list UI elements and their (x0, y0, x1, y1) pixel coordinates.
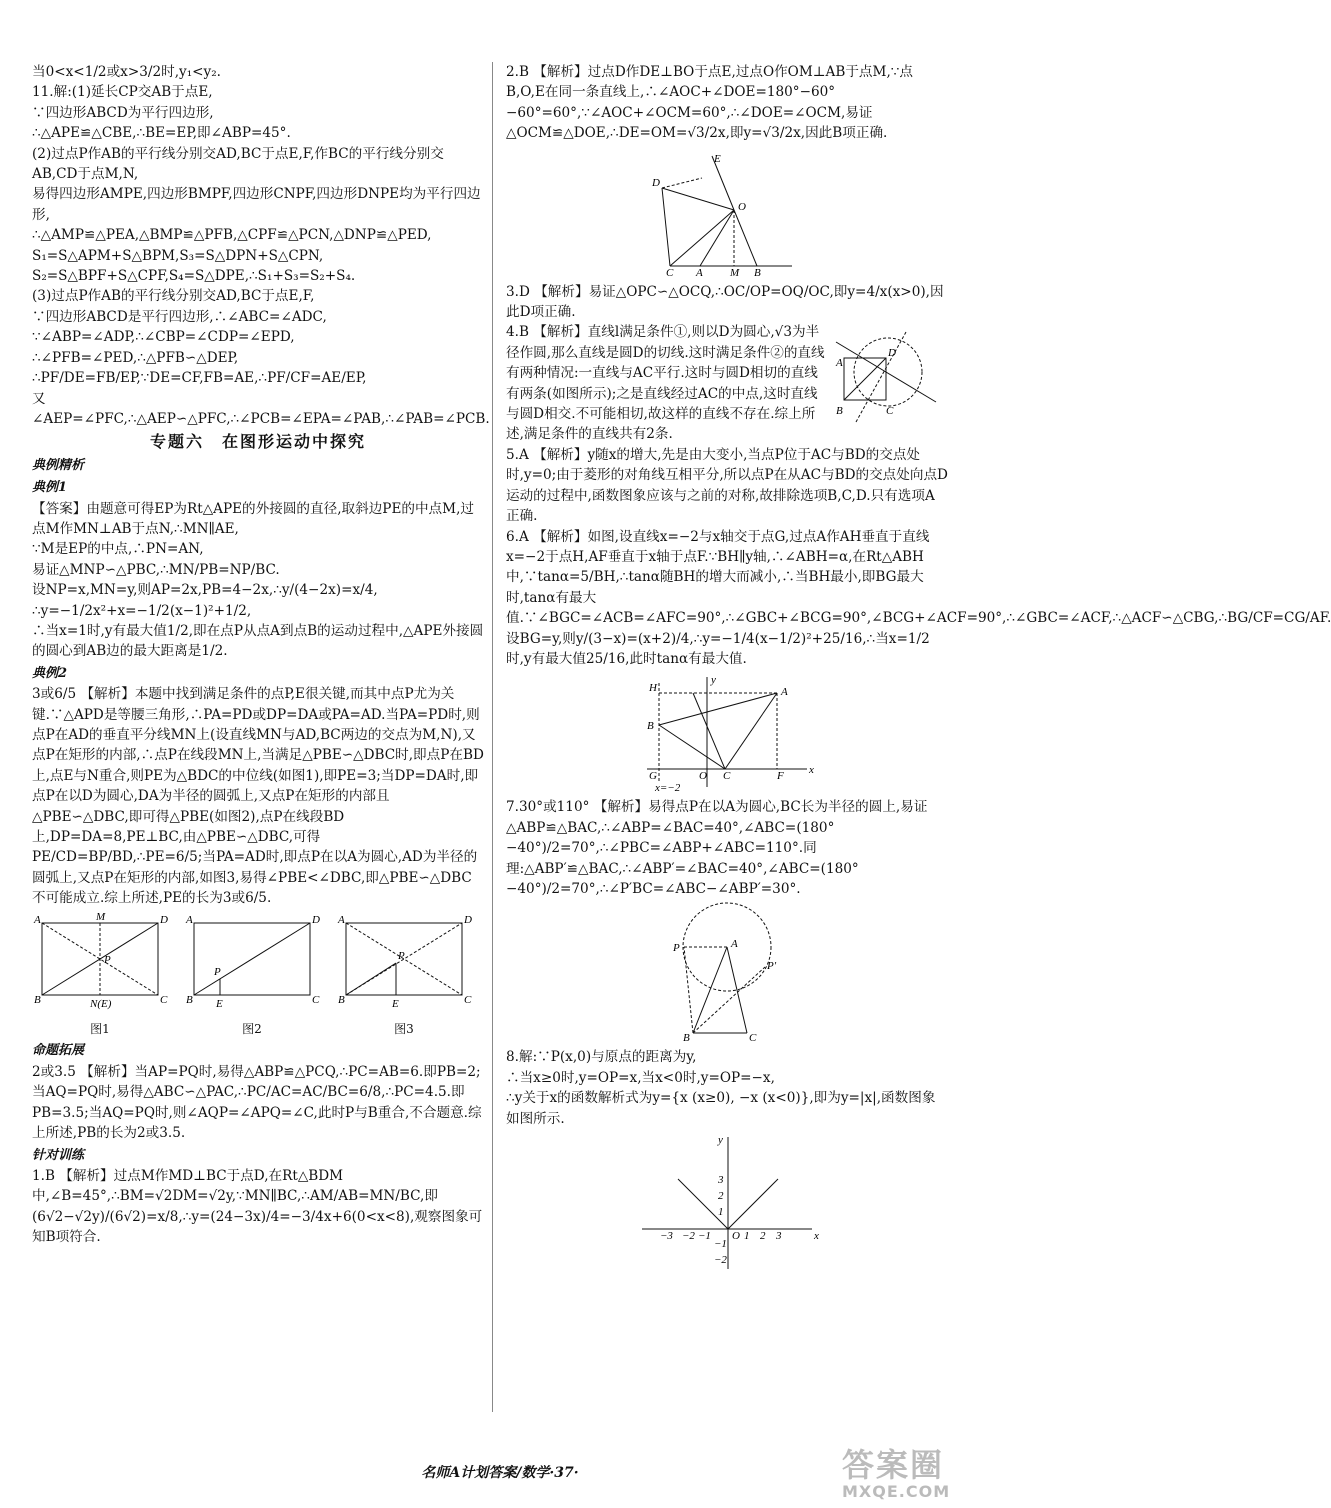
svg-text:C: C (886, 405, 894, 418)
subheading-mingti: 命题拓展 (32, 1043, 85, 1059)
figure-1 (32, 910, 168, 1040)
question-4-block (506, 322, 826, 444)
svg-text:x: x (809, 764, 814, 777)
svg-text:A: A (781, 686, 788, 699)
figure-2 (184, 913, 320, 1040)
question-8-figure (632, 1133, 822, 1273)
extension-block (32, 1062, 484, 1144)
svg-text:1: 1 (744, 1230, 750, 1242)
solution11-line: ∵∠ABP=∠ADP,∴∠CBP=∠CDP=∠EPD, (32, 329, 295, 346)
solution11-line: (3)过点P作AB的平行线分别交AD,BC于点E,F, (32, 288, 315, 305)
right-column (506, 62, 1331, 1277)
svg-text:O: O (732, 1230, 740, 1242)
svg-text:−2: −2 (714, 1254, 727, 1266)
svg-text:P: P (104, 953, 111, 966)
svg-text:−2: −2 (682, 1230, 695, 1242)
figure-3 (336, 913, 472, 1040)
svg-text:G: G (649, 770, 657, 783)
solution11-line: 又∠AEP=∠PFC,∴△AEP∽△PFC,∴∠PCB=∠EPA=∠PAB,∴∠PAB=∠PCB. (32, 390, 490, 427)
q4-line: 4.B 【解析】直线l满足条件①,则以D为圆心,√3为半径作圆,那么直线是圆D的切线.这时满足条件②的直线有两种情况:一直线与AC平行.这时与圆D相切的直线有两条(如图所示);之是直线经过AC的中点,这时直线与圆D相交.不可能相切,故这样的直线不存在.综上所述,满足条件的直线共有2条. (506, 324, 825, 443)
q8-line: 8.解:∵P(x,0)与原点的距离为y, (506, 1049, 697, 1066)
watermark-line2: MXQE.COM (842, 1482, 951, 1501)
svg-text:2: 2 (718, 1190, 724, 1202)
question-6-figure (637, 673, 817, 793)
figure-3-diagram (336, 913, 472, 1013)
left-top-block (32, 62, 490, 429)
solution11-line: ∴PF/DE=FB/EP,∵DE=CF,FB=AE,∴PF/CF=AE/EP, (32, 370, 367, 387)
svg-text:A: A (338, 913, 345, 926)
svg-text:B: B (754, 266, 761, 279)
solution11-line: 当0<x<1/2或x>3/2时,y₁<y₂. (32, 64, 221, 80)
question-5-block (506, 445, 948, 527)
example1-block (32, 499, 484, 662)
figure-3-caption: 图3 (394, 1022, 414, 1037)
svg-text:C: C (312, 993, 320, 1006)
svg-text:F: F (777, 770, 784, 783)
q6-line: 6.A 【解析】如图,设直线x=−2与x轴交于点G,过点A作AH垂直于直线x=−2于点H,AF垂直于x轴于点F.∵BH∥y轴,∴∠ABH=α,在Rt△ABH中,∵tanα=5/BH,∴tanα随BH的增大而减小,∴当BH最小,即BG最大时,tanα有最大值.∵∠BGC=∠ACB=∠AFC=90°,∴∠GBC+∠BCG=90°,∠BCG+∠ACF=90°,∴∠GBC=∠ACF,∴△ACF∽△CBG,∴BG/CF=CG/AF.设BG=y,则y/(3−x)=(x+2)/4,∴y=−1/4(x−1/2)²+25/16,∴当x=1/2时,y有最大值25/16,此时tanα有最大值. (506, 528, 1331, 667)
watermark-logo (842, 1440, 992, 1502)
left-column (32, 62, 490, 1248)
example1-line: ∵M是EP的中点,∴PN=AN, (32, 541, 204, 558)
solution11-line: ∴∠PFB=∠PED,∴△PFB∽△DEP, (32, 349, 239, 366)
svg-text:C: C (666, 266, 674, 279)
footer-text: 名师A计划答案/数学·37· (421, 1465, 579, 1481)
solution11-line: (2)过点P作AB的平行线分别交AD,BC于点E,F,作BC的平行线分别交AB,CD于点M,N, (32, 145, 444, 183)
question-2-figure (652, 148, 802, 278)
question-3-block (506, 282, 948, 323)
extension-line: 2或3.5 【解析】当AP=PQ时,易得△ABP≌△PCQ,∴PC=AB=6.即PB=2;当AQ=PQ时,易得△ABC∽△PAC,∴PC/AC=AC/BC=6/8,∴PC=4.5.即PB=3.5;当AQ=PQ时,则∠AQP=∠APQ=∠C,此时P与B重合,不合题意.综上所述,PB的长为2或3.5. (32, 1063, 482, 1142)
training-block (32, 1166, 484, 1248)
figure-2-caption: 图2 (242, 1022, 262, 1037)
svg-text:A: A (836, 357, 843, 370)
svg-text:M: M (730, 266, 740, 279)
example1-line: 【答案】由题意可得EP为Rt△APE的外接圆的直径,取斜边PE的中点M,过点M作MN⊥AB于点N,∴MN∥AE, (32, 500, 474, 537)
svg-text:A: A (186, 913, 193, 926)
figure-1-caption: 图1 (90, 1022, 110, 1037)
svg-text:D: D (652, 176, 660, 189)
example1-label: 典例1 (32, 480, 68, 496)
solution11-line: ∴△APE≌△CBE,∴BE=EP,即∠ABP=45°. (32, 125, 291, 142)
subheading-dianli: 典例精析 (32, 457, 85, 473)
svg-text:C: C (749, 1032, 757, 1045)
question-7-block (506, 797, 948, 899)
svg-text:x: x (814, 1230, 819, 1242)
section-title: 专题六 在图形运动中探究 (149, 432, 366, 452)
rectangle-figures (32, 910, 472, 1040)
solution11-line: ∴△AMP≌△PEA,△BMP≌△PFB,△CPF≌△PCN,△DNP≌△PED, (32, 227, 432, 244)
solution11-line: ∵四边形ABCD是平行四边形,∴∠ABC=∠ADC, (32, 308, 327, 325)
svg-text:D: D (888, 347, 896, 360)
question-7-figure (657, 903, 797, 1043)
svg-text:A: A (731, 938, 738, 951)
svg-text:E: E (714, 152, 721, 165)
example2-label: 典例2 (32, 665, 68, 681)
svg-text:B: B (34, 993, 41, 1006)
q5-line: 5.A 【解析】y随x的增大,先是由大变小,当点P位于AC与BD的交点处时,y=0;由于菱形的对角线互相平分,所以点P在从AC与BD的交点处向点D运动的过程中,函数图象应该与之前的对称,故排除选项B,C,D.只有选项A正确. (506, 446, 948, 525)
q3-line: 3.D 【解析】易证△OPC∽△OCQ,∴OC/OP=OQ/OC,即y=4/x(x>0),因此D项正确. (506, 283, 944, 321)
solution11-line: S₂=S△BPF+S△CPF,S₄=S△DPE,∴S₁+S₃=S₂+S₄. (32, 268, 356, 285)
svg-text:3: 3 (718, 1174, 724, 1186)
svg-text:C: C (723, 770, 731, 783)
svg-text:P: P (398, 949, 405, 962)
watermark-line1: 答案圈 (842, 1446, 945, 1484)
svg-text:A: A (34, 913, 41, 926)
figure-2-diagram (184, 913, 320, 1013)
svg-text:B: B (836, 405, 843, 418)
svg-text:y: y (718, 1134, 723, 1146)
question-4-row (506, 322, 948, 444)
example1-line: 易证△MNP∽△PBC,∴MN/PB=NP/BC. (32, 561, 280, 578)
example1-line: ∴y=−1/2x²+x=−1/2(x−1)²+1/2, (32, 602, 252, 619)
svg-text:H: H (649, 682, 657, 695)
subheading-zhendui: 针对训练 (32, 1147, 85, 1163)
solution11-line: 11.解:(1)延长CP交AB于点E, (32, 84, 213, 101)
svg-text:−1: −1 (714, 1238, 727, 1250)
question-4-figure (826, 322, 946, 442)
svg-text:A: A (696, 266, 703, 279)
svg-text:P′: P′ (767, 960, 777, 973)
svg-text:E: E (216, 997, 223, 1010)
question-2-block (506, 62, 948, 144)
svg-text:P: P (673, 942, 680, 955)
q8-line: ∴y关于x的函数解析式为y={x (x≥0), −x (x<0)},即为y=|x|,函数图象如图所示. (506, 1090, 936, 1127)
svg-text:E: E (392, 997, 399, 1010)
svg-text:2: 2 (760, 1230, 766, 1242)
svg-text:B: B (647, 720, 654, 733)
solution11-line: S₁=S△APM+S△BPM,S₃=S△DPN+S△CPN, (32, 247, 324, 264)
question-6-block (506, 527, 1331, 670)
svg-text:C: C (464, 993, 472, 1006)
q2-line: 2.B 【解析】过点D作DE⊥BO于点E,过点O作OM⊥AB于点M,∵点B,O,E在同一条直线上,∴∠AOC+∠DOE=180°−60°−60°=60°,∵∠AOC+∠OCM=60°,∴∠DOE=∠OCM,易证△OCM≌△DOE,∴DE=OM=√3/2x,即y=√3/2x,因此B项正确. (506, 64, 914, 142)
example1-line: 设NP=x,MN=y,则AP=2x,PB=4−2x,∴y/(4−2x)=x/4, (32, 582, 378, 599)
svg-text:x=−2: x=−2 (655, 782, 681, 795)
svg-text:O: O (699, 770, 707, 783)
svg-text:1: 1 (718, 1206, 724, 1218)
solution11-line: 易得四边形AMPE,四边形BMPF,四边形CNPF,四边形DNPE均为平行四边形, (32, 186, 481, 223)
svg-text:−1: −1 (698, 1230, 711, 1242)
example1-line: ∴当x=1时,y有最大值1/2,即在点P从点A到点B的运动过程中,△APE外接圆的圆心到AB边的最大距离是1/2. (32, 622, 484, 660)
column-divider (492, 62, 493, 1412)
training-line: 1.B 【解析】过点M作MD⊥BC于点D,在Rt△BDM中,∠B=45°,∴BM=√2DM=√2y,∵MN∥BC,∴AM/AB=MN/BC,即(6√2−√2y)/(6√2)=x/8,∴y=(24−3x)/4=−3/4x+6(0<x<8),观察图象可知B项符合. (32, 1167, 483, 1246)
svg-text:M: M (96, 910, 106, 923)
svg-text:D: D (160, 913, 168, 926)
svg-text:B: B (186, 993, 193, 1006)
svg-text:B: B (683, 1032, 690, 1045)
example2-line: 3或6/5 【解析】本题中找到满足条件的点P,E很关键,而其中点P尤为关键.∵△APD是等腰三角形,∴PA=PD或DP=DA或PA=AD.当PA=PD时,则点P在AD的垂直平分线MN上(设直线MN与AD,BC两边的交点为M,N),又点P在矩形的内部,∴点P在线段MN上,当满足△PBE∽△DBC时,即点P在BD上,点E与N重合,则PE为△BDC的中位线(如图1),即PE=3;当DP=DA时,即点P在以D为圆心,DA为半径的圆弧上,又点P在矩形的内部且△PBE∽△DBC,即可得△PBE(如图2),点P在线段BD上,DP=DA=8,PE⊥BC,由△PBE∽△DBC,可得PE/CD=BP/BD,∴PE=6/5;当PA=AD时,即点P在以A为圆心,AD为半径的圆弧上,又点P在矩形的内部,如图3,易得∠PBE<∠DBC,即△PBE∽△DBC不可能成立.综上所述,PE的长为3或6/5. (32, 686, 484, 907)
q8-line: ∴当x≥0时,y=OP=x,当x<0时,y=OP=−x, (506, 1069, 775, 1086)
svg-text:3: 3 (776, 1230, 782, 1242)
question-8-block (506, 1047, 948, 1129)
figure-1-diagram (32, 910, 168, 1013)
svg-text:C: C (160, 993, 168, 1006)
svg-text:D: D (312, 913, 320, 926)
example2-block (32, 684, 484, 908)
svg-text:−3: −3 (660, 1230, 673, 1242)
svg-text:D: D (464, 913, 472, 926)
svg-text:B: B (338, 993, 345, 1006)
svg-text:y: y (711, 674, 716, 687)
svg-text:O: O (738, 200, 746, 213)
q7-line: 7.30°或110° 【解析】易得点P在以A为圆心,BC长为半径的圆上,易证△ABP≌△BAC,∴∠ABP=∠BAC=40°,∠ABC=(180°−40°)/2=70°,∴∠PBC=∠ABP+∠ABC=110°.同理:△ABP′≌△BAC,∴∠ABP′=∠BAC=40°,∠ABC=(180°−40°)/2=70°,∴∠P′BC=∠ABC−∠ABP′=30°. (506, 799, 928, 897)
solution11-line: ∵四边形ABCD为平行四边形, (32, 104, 214, 121)
svg-text:N(E): N(E) (90, 997, 112, 1010)
svg-text:P: P (214, 965, 221, 978)
